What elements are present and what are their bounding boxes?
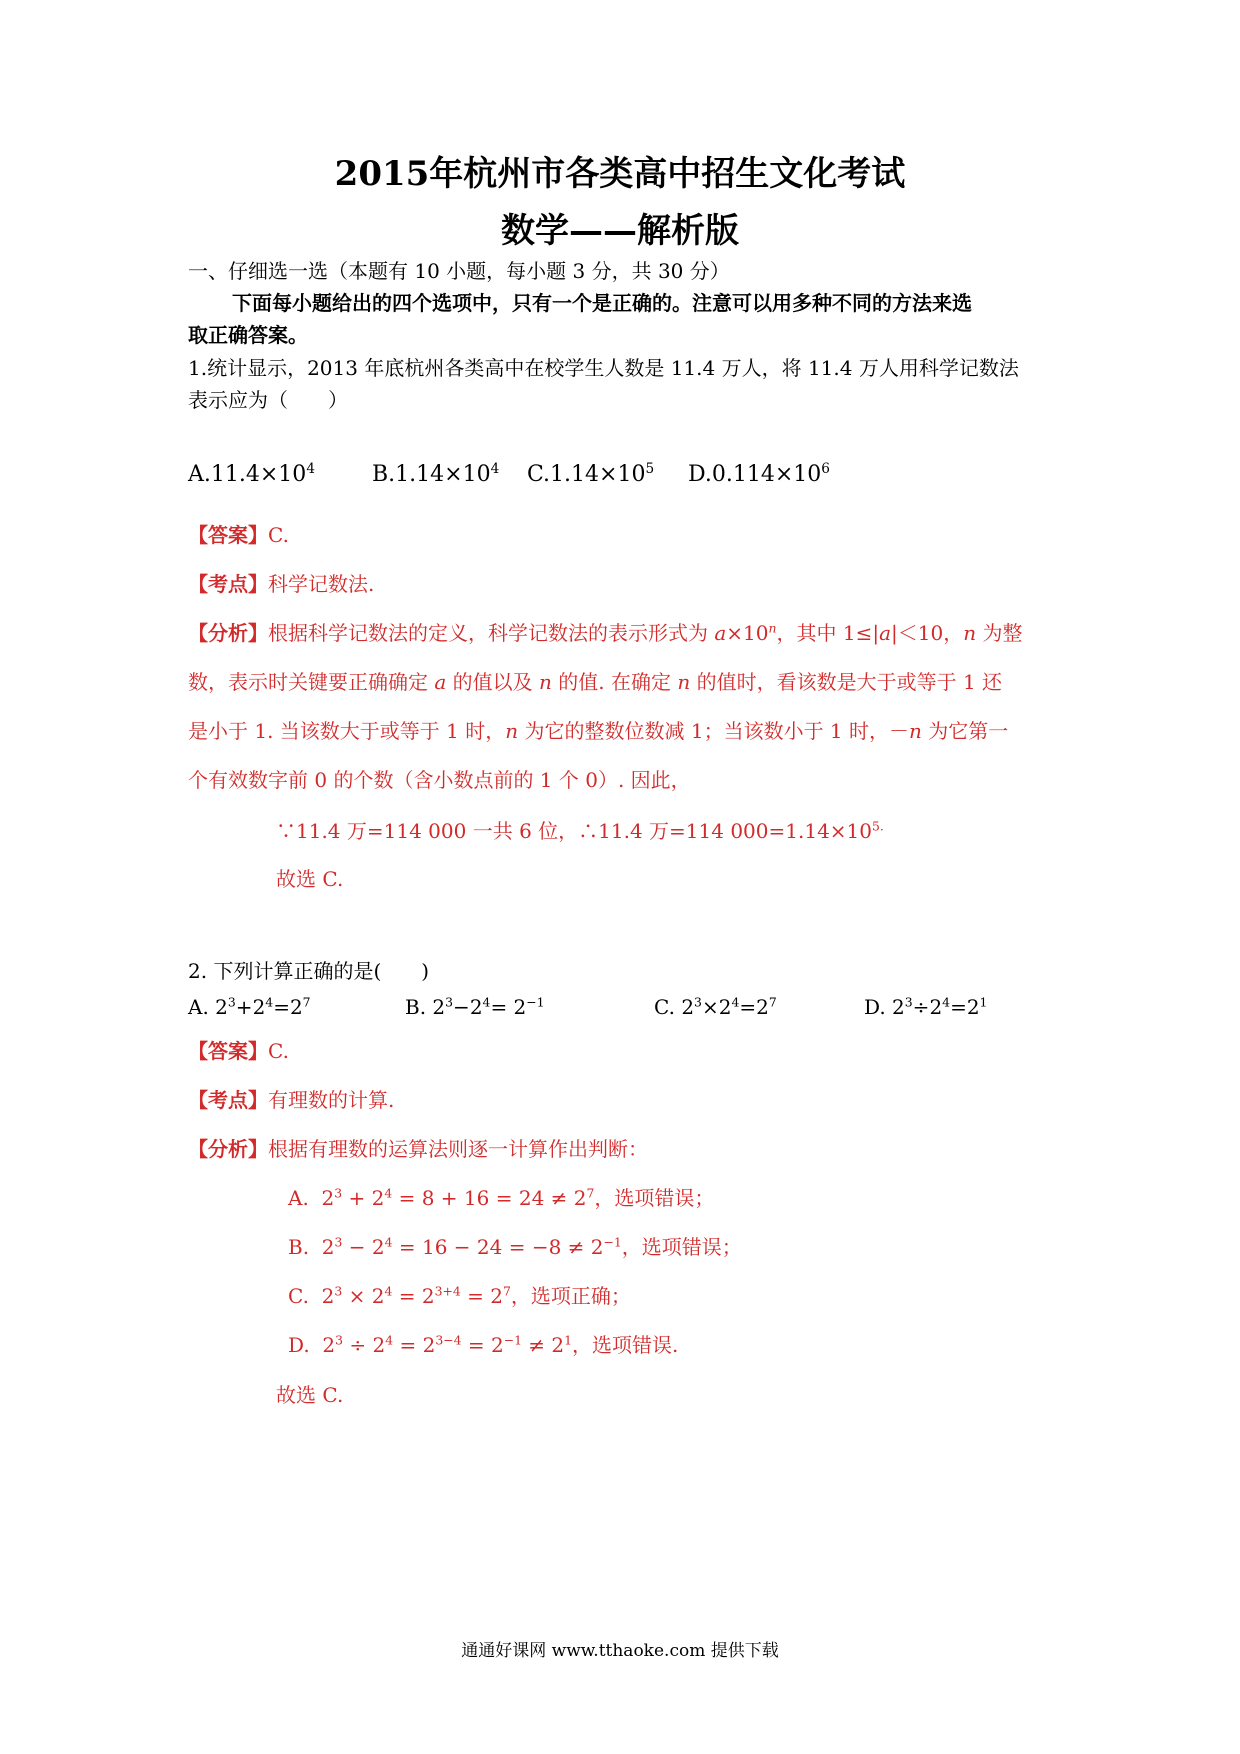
q2-step-a: A. $2^3 + 2^4 = 8 + 16 = 24 \ne 2^7$，选项错误； <box>288 1185 715 1210</box>
q2-step-c: C. $2^3 \times 2^4 = 2^{3+4} = 2^7$，选项正确； <box>288 1283 631 1308</box>
q1-option-a: $A.11.4\times 10^4$ <box>188 460 315 487</box>
q1-calc-line: ∵11.4 万=114 000 一共 6 位，∴11.4 万=114 $000=1.14\times 10^{5.}$ <box>276 818 884 843</box>
q2-step-d: D. $2^3 \div 2^4 = 2^{3-4} = 2^{-1} \ne 2^1$，选项错误. <box>288 1332 679 1357</box>
q2-option-c: C. $2^3\times 2^4=2^7$ <box>654 994 777 1019</box>
q2-analysis: 【分析】根据有理数的运算法则逐一计算作出判断： <box>188 1137 648 1161</box>
q1-analysis-line-2: 数，表示时关键要正确确定 a 的值以及 n 的值. 在确定 n 的值时，看该数是大于或等于 1 还 <box>188 670 1003 694</box>
q1-analysis-line-1: 【分析】根据科学记数法的定义，科学记数法的表示形式为 $a\times 10^n$，其中 1≤|a|＜10，n 为整 <box>188 620 1023 645</box>
q1-point: 【考点】科学记数法. <box>188 572 375 596</box>
q2-point: 【考点】有理数的计算. <box>188 1088 395 1112</box>
page-subtitle: 数学——解析版 <box>501 211 739 251</box>
q2-option-b: B. $2^3-2^4= 2^{-1}$ <box>405 994 545 1019</box>
q1-stem-line-1: 1.统计显示，2013 年底杭州各类高中在校学生人数是 11.4 万人，将 11.4 万人用科学记数法 <box>188 356 1019 380</box>
q2-conclusion: 故选 C. <box>276 1383 344 1407</box>
q2-option-d: D. $2^3\div 2^4=2^1$ <box>864 994 988 1019</box>
q1-option-d: $D.0.114\times 10^6$ <box>688 460 830 487</box>
q2-answer: 【答案】C. <box>188 1039 289 1063</box>
q1-analysis-line-3: 是小于 1. 当该数大于或等于 1 时，n 为它的整数位数减 1；当该数小于 1 时，－n 为它第一 <box>188 719 1009 743</box>
instruction-line-2: 取正确答案。 <box>188 323 308 347</box>
q1-option-b: $B.1.14\times 10^4$ <box>372 460 500 487</box>
q1-option-c: $C.1.14\times 10^5$ <box>527 460 655 487</box>
q2-step-b: B. $2^3 - 2^4 = 16 - 24 = -8 \ne 2^{-1}$，选项错误； <box>288 1234 742 1259</box>
q1-analysis-line-4: 个有效数字前 0 的个数（含小数点前的 1 个 0）. 因此， <box>188 768 691 792</box>
q2-option-a: A. $2^3+2^4=2^7$ <box>188 994 311 1019</box>
footer-text: 通通好课网 www.tthaoke.com 提供下载 <box>461 1641 779 1661</box>
q1-answer: 【答案】C. <box>188 523 289 547</box>
q2-stem: 2. 下列计算正确的是( ) <box>188 959 430 983</box>
section-heading: 一、仔细选一选（本题有 10 小题，每小题 3 分，共 30 分） <box>188 259 730 283</box>
instruction-line-1: 下面每小题给出的四个选项中，只有一个是正确的。注意可以用多种不同的方法来选 <box>232 291 972 315</box>
q1-stem-line-2: 表示应为（ ） <box>188 388 348 412</box>
q1-conclusion: 故选 C. <box>276 867 344 891</box>
page-title: 2015年杭州市各类高中招生文化考试 <box>334 154 906 194</box>
